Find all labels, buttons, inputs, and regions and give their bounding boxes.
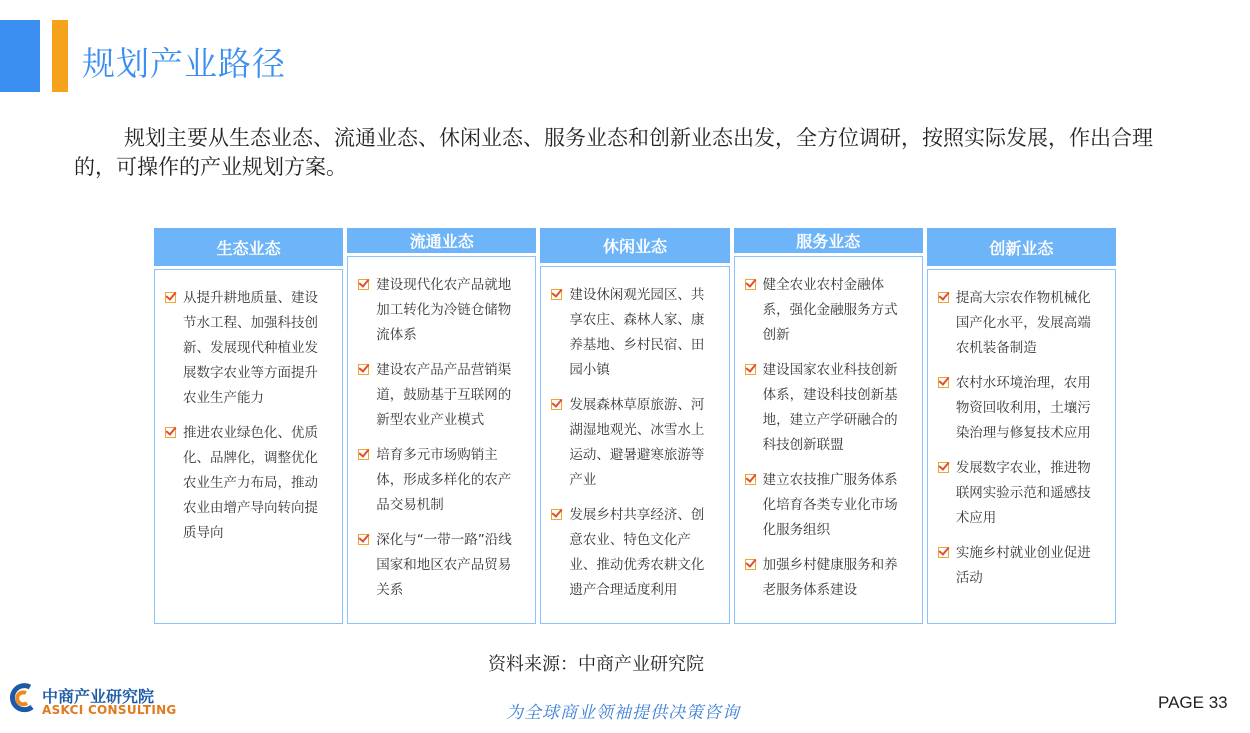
column-body [540, 266, 729, 624]
column-2 [347, 228, 536, 624]
checkbox-icon [745, 279, 756, 290]
source-note: 资料来源：中商产业研究院 [488, 654, 704, 675]
list-item [551, 393, 714, 493]
column-5 [927, 228, 1116, 624]
list-item-text: 建立农技推广服务体系化培育各类专业化市场化服务组织 [762, 472, 898, 538]
column-header: 服务业态 [734, 228, 923, 253]
intro-paragraph: 规划主要从生态业态、流通业态、休闲业态、服务业态和创新业态出发，全方位调研，按照实际发展，作出合理的，可操作的产业规划方案。 [74, 126, 1153, 179]
checkbox-icon [938, 292, 949, 303]
checkbox-icon [551, 289, 562, 300]
list-item-text: 农村水环境治理，农用物资回收利用，土壤污染治理与修复技术应用 [955, 375, 1091, 441]
checkbox-icon [358, 449, 369, 460]
list-item [165, 286, 328, 411]
checkbox-icon [745, 364, 756, 375]
column-4 [734, 228, 923, 624]
checkbox-icon [358, 279, 369, 290]
askci-logo-icon [8, 682, 38, 714]
title-accent-bar-blue [0, 20, 40, 92]
list-item-text: 发展数字农业，推进物联网实验示范和遥感技术应用 [955, 460, 1091, 526]
column-header: 生态业态 [154, 228, 343, 266]
checkbox-icon [358, 534, 369, 545]
list-item-text: 建设农产品产品营销渠道，鼓励基于互联网的新型农业产业模式 [376, 362, 512, 428]
checkbox-icon [551, 509, 562, 520]
list-item [551, 503, 714, 603]
list-item [165, 421, 328, 546]
checkbox-icon [165, 427, 176, 438]
page-title: 规划产业路径 [82, 44, 286, 83]
list-item-text: 建设休闲观光园区、共享农庄、森林人家、康养基地、乡村民宿、田园小镇 [569, 287, 705, 378]
column-body [347, 256, 536, 624]
list-item [745, 468, 908, 543]
list-item-text: 加强乡村健康服务和养老服务体系建设 [762, 557, 898, 598]
checkbox-icon [938, 377, 949, 388]
logo-english-name: ASKCI CONSULTING [42, 703, 177, 717]
list-item-text: 推进农业绿色化、优质化、品牌化，调整优化农业生产力布局，推动农业由增产导向转向提质导向 [183, 425, 318, 541]
column-1 [154, 228, 343, 624]
list-item [358, 443, 521, 518]
list-item-text: 建设国家农业科技创新体系，建设科技创新基地，建立产学研融合的科技创新联盟 [762, 362, 898, 453]
column-header: 休闲业态 [540, 228, 729, 263]
page-number: PAGE 33 [1158, 693, 1228, 712]
column-header: 流通业态 [347, 228, 536, 253]
list-item [938, 371, 1101, 446]
column-body [154, 269, 343, 624]
list-item [551, 283, 714, 383]
checkbox-icon [745, 559, 756, 570]
list-item-text: 培育多元市场购销主体，形成多样化的农产品交易机制 [376, 447, 512, 513]
column-body [927, 269, 1116, 624]
list-item [745, 273, 908, 348]
logo-chinese-name: 中商产业研究院 [42, 687, 155, 706]
checkbox-icon [165, 292, 176, 303]
checkbox-icon [551, 399, 562, 410]
list-item-text: 实施乡村就业创业促进活动 [955, 545, 1091, 586]
list-item [938, 456, 1101, 531]
list-item-text: 发展乡村共享经济、创意农业、特色文化产业、推动优秀农耕文化遗产合理适度利用 [569, 507, 705, 598]
list-item [358, 273, 521, 348]
checkbox-icon [938, 547, 949, 558]
footer-slogan: 为全球商业领袖提供决策咨询 [506, 703, 740, 723]
industry-columns [154, 228, 1116, 624]
title-accent-bar-orange [52, 20, 68, 92]
list-item-text: 深化与“一带一路”沿线国家和地区农产品贸易关系 [376, 532, 512, 598]
list-item [745, 358, 908, 458]
list-item-text: 从提升耕地质量、建设节水工程、加强科技创新、发展现代种植业发展数字农业等方面提升农业生产能力 [183, 290, 318, 406]
list-item-text: 发展森林草原旅游、河湖湿地观光、冰雪水上运动、避暑避寒旅游等产业 [569, 397, 705, 488]
list-item-text: 提高大宗农作物机械化国产化水平，发展高端农机装备制造 [955, 290, 1091, 356]
column-3 [540, 228, 729, 624]
list-item [745, 553, 908, 603]
checkbox-icon [745, 474, 756, 485]
list-item [938, 286, 1101, 361]
checkbox-icon [358, 364, 369, 375]
list-item [358, 358, 521, 433]
list-item-text: 建设现代化农产品就地加工转化为冷链仓储物流体系 [376, 277, 512, 343]
list-item [938, 541, 1101, 591]
column-body [734, 256, 923, 624]
list-item [358, 528, 521, 603]
list-item-text: 健全农业农村金融体系，强化金融服务方式创新 [762, 277, 898, 343]
checkbox-icon [938, 462, 949, 473]
column-header: 创新业态 [927, 228, 1116, 266]
